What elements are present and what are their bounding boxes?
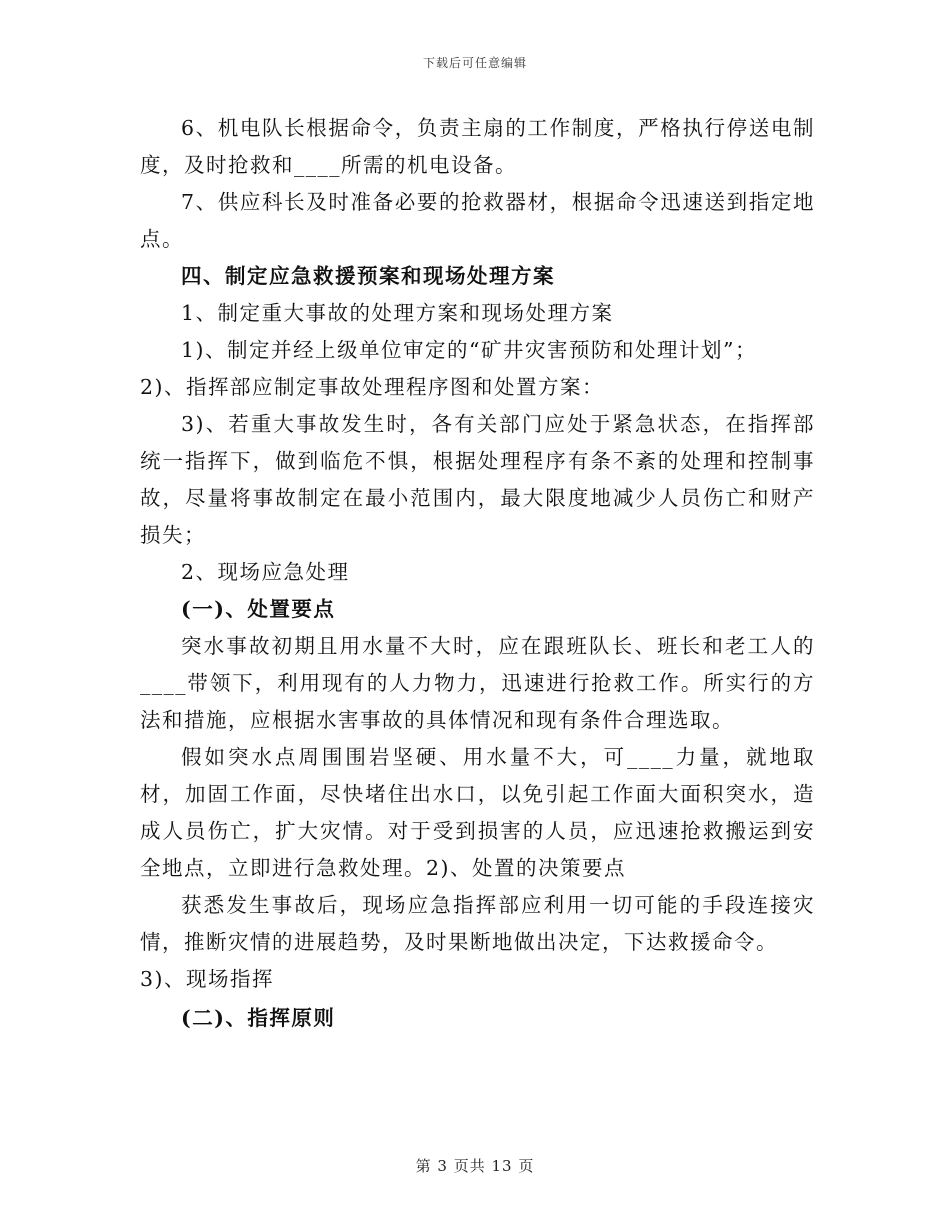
subheading-disposal-points: (一)、处置要点: [181, 597, 336, 621]
paragraph-decision-making: 获悉发生事故后，现场应急指挥部应利用一切可能的手段连接灾情，推断灾情的进展趋势，及时果断地做出决定，下达救援命令。: [140, 893, 815, 954]
list-item-onsite-command: 3)、现场指挥: [140, 967, 275, 991]
paragraph-electromechanical-team: 6、机电队长根据命令，负责主扇的工作制度，严格执行停送电制度，及时抢救和____所需的机电设备。: [140, 116, 815, 177]
list-item-2: 2)、指挥部应制定事故处理程序图和处置方案：: [140, 375, 605, 399]
list-item-1: 1)、制定并经上级单位审定的“矿井灾害预防和处理计划”；: [181, 338, 757, 362]
paragraph-initial-flooding: 突水事故初期且用水量不大时，应在跟班队长、班长和老工人的____带领下，利用现有的人力物力，迅速进行抢救工作。所实行的方法和措施，应根据水害事故的具体情况和现有条件合理选取。: [140, 634, 815, 732]
paragraph-hard-rock: 假如突水点周围围岩坚硬、用水量不大，可____力量，就地取材，加固工作面，尽快堵住出水口，以免引起工作面大面积突水，造成人员伤亡，扩大灾情。对于受到损害的人员，应迅速抢救搬运到安全地点，立即进行急救处理。2)、处置的决策要点: [140, 745, 815, 880]
document-body: [140, 110, 815, 1037]
subheading-major-accident-plan: 1、制定重大事故的处理方案和现场处理方案: [181, 301, 614, 325]
subheading-onsite-response: 2、现场应急处理: [181, 560, 350, 584]
list-item-3: 3)、若重大事故发生时，各有关部门应处于紧急状态，在指挥部统一指挥下，做到临危不惧，根据处理程序有条不紊的处理和控制事故，尽量将事故制定在最小范围内，最大限度地减少人员伤亡和财产损失；: [140, 412, 815, 547]
subheading-command-principles: (二)、指挥原则: [181, 1006, 336, 1030]
section-heading-emergency-plan: 四、制定应急救援预案和现场处理方案: [181, 264, 555, 288]
page-footer-page-number: 第 3 页共 13 页: [415, 1157, 535, 1175]
page-header: 下载后可任意编辑: [422, 56, 527, 70]
paragraph-supply-section: 7、供应科长及时准备必要的抢救器材，根据命令迅速送到指定地点。: [140, 190, 815, 251]
